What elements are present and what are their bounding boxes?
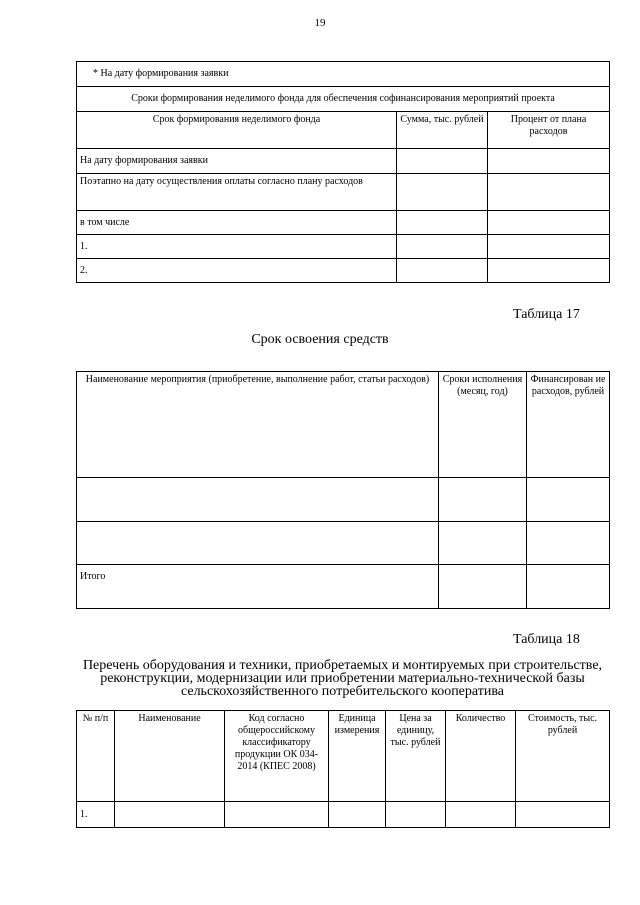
table-18-title: Перечень оборудования и техники, приобретаемых и монтируемых при строительстве, реконструкции, модернизации или приобретении материально-технической базы сельскохозяйственного потребительского кооператива xyxy=(82,658,603,699)
table-cell xyxy=(439,478,527,522)
table-17-caption: Таблица 17 xyxy=(513,307,580,322)
header-naimenovanie: Наименование мероприятия (приобретение, выполнение работ, статьи расходов) xyxy=(77,372,439,478)
table-cell xyxy=(397,149,488,174)
row-label: Поэтапно на дату осуществления оплаты согласно плану расходов xyxy=(77,174,397,211)
header-naimenovanie: Наименование xyxy=(115,711,225,802)
table-cell xyxy=(397,259,488,283)
row-label: в том числе xyxy=(77,211,397,235)
table-cell xyxy=(488,235,610,259)
header-kolichestvo: Количество xyxy=(446,711,516,802)
table-cell xyxy=(527,522,610,565)
header-finansirovanie: Финансирован ие расходов, рублей xyxy=(527,372,610,478)
table-cell xyxy=(488,174,610,211)
header-srok: Срок формирования неделимого фонда xyxy=(77,112,397,149)
oborudovanie-table xyxy=(76,710,610,828)
table-cell xyxy=(488,211,610,235)
table-cell xyxy=(446,802,516,828)
srok-osvoeniya-table xyxy=(76,371,610,609)
table-cell xyxy=(439,565,527,609)
header-summa: Сумма, тыс. рублей xyxy=(397,112,488,149)
table-cell xyxy=(397,235,488,259)
header-procent: Процент от плана расходов xyxy=(488,112,610,149)
table-cell xyxy=(115,802,225,828)
header-sroki: Сроки исполнения (месяц, год) xyxy=(439,372,527,478)
table-17-title: Срок освоения средств xyxy=(251,332,389,347)
table-cell xyxy=(439,522,527,565)
table-cell xyxy=(329,802,386,828)
page-number: 19 xyxy=(314,17,326,29)
table-cell xyxy=(527,565,610,609)
table-cell xyxy=(225,802,329,828)
header-number: № п/п xyxy=(77,711,115,802)
header-stoimost: Стоимость, тыс. рублей xyxy=(516,711,610,802)
row-label: 2. xyxy=(77,259,397,283)
table-cell xyxy=(516,802,610,828)
table-cell xyxy=(397,211,488,235)
table-title: Сроки формирования неделимого фонда для обеспечения софинансирования мероприятий проекта xyxy=(77,87,610,112)
header-edinica: Единица измерения xyxy=(329,711,386,802)
total-label: Итого xyxy=(77,565,439,609)
row-number: 1. xyxy=(77,802,115,828)
row-label: 1. xyxy=(77,235,397,259)
header-kod: Код согласно общероссийскому классификатору продукции ОК 034-2014 (КПЕС 2008) xyxy=(225,711,329,802)
row-label: На дату формирования заявки xyxy=(77,149,397,174)
table-cell xyxy=(386,802,446,828)
table-cell xyxy=(77,522,439,565)
table-cell xyxy=(397,174,488,211)
table-18-caption: Таблица 18 xyxy=(513,632,580,647)
header-cena: Цена за единицу, тыс. рублей xyxy=(386,711,446,802)
table-cell xyxy=(77,478,439,522)
table-cell xyxy=(527,478,610,522)
table-cell xyxy=(488,149,610,174)
neddelimy-fond-table xyxy=(76,61,610,283)
table-note: * На дату формирования заявки xyxy=(77,62,610,87)
table-cell xyxy=(488,259,610,283)
